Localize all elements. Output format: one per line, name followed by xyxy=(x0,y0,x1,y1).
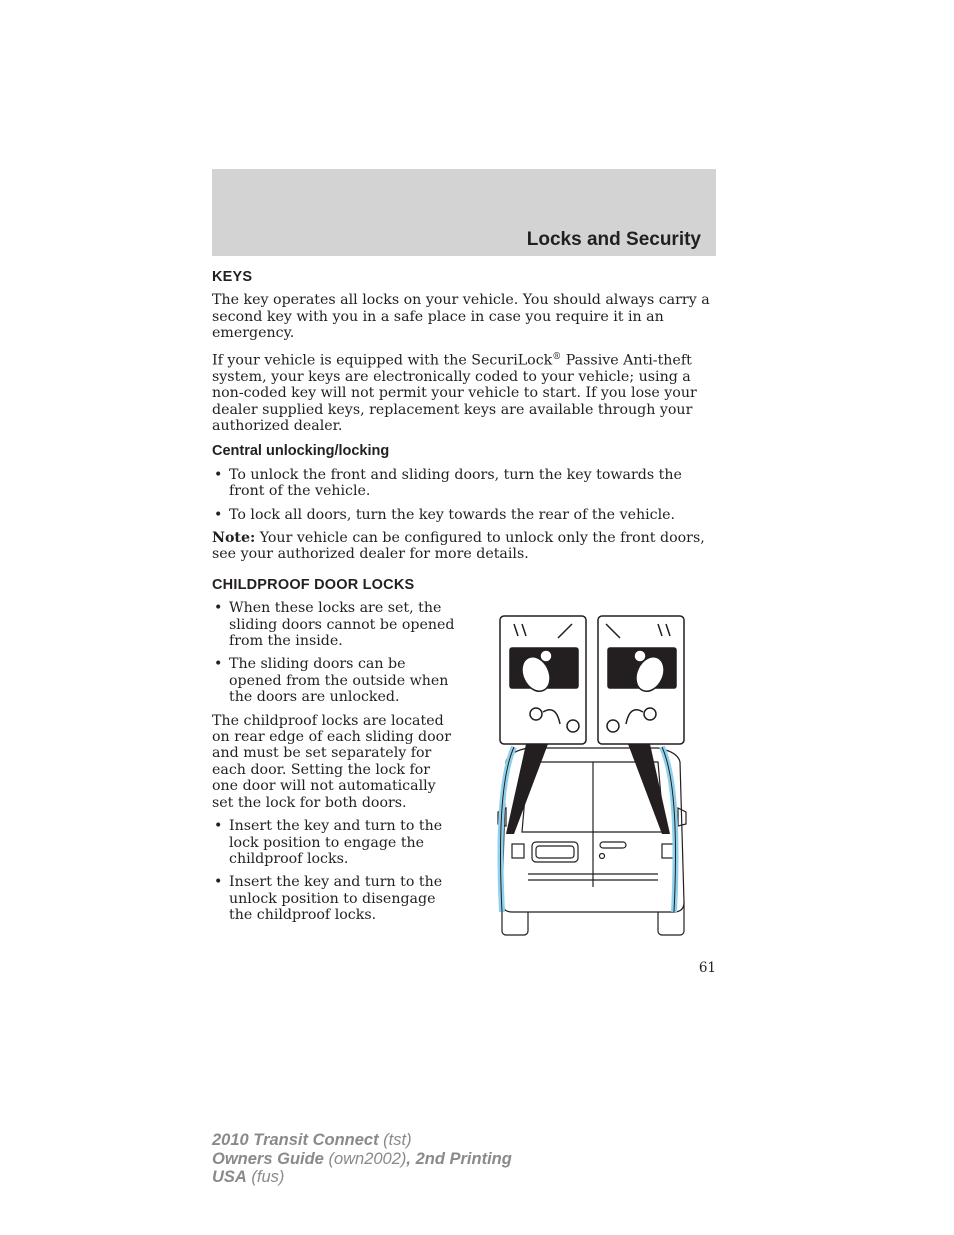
keys-paragraph-2-start: If your vehicle is equipped with the SecuriLock xyxy=(212,352,553,369)
central-locking-list xyxy=(212,467,716,523)
central-locking-note xyxy=(212,530,716,563)
list-item: • The sliding doors can be opened from the outside when the doors are unlocked. xyxy=(212,656,458,705)
footer-model: 2010 Transit Connect xyxy=(212,1131,379,1149)
footer-market: USA xyxy=(212,1168,247,1186)
document-footer xyxy=(212,1131,512,1187)
childproof-list-2 xyxy=(212,818,458,923)
section-header-band xyxy=(212,169,716,256)
list-item: • Insert the key and turn to the lock position to engage the childproof locks. xyxy=(212,818,458,867)
keys-paragraph-2 xyxy=(212,349,716,435)
section-title: Locks and Security xyxy=(526,229,701,250)
keys-paragraph-2-end: Passive Anti-theft system, your keys are electronically coded to your vehicle; using a non-coded key will not permit your vehicle to start. If you lose your dealer supplied keys, replacement keys are available through your authorized dealer. xyxy=(212,352,697,434)
footer-guide-code: (own2002) xyxy=(323,1149,407,1168)
childproof-paragraph: The childproof locks are located on rear edge of each sliding door and must be set separately for each door. Setting the lock for one door will not automatically set the lock for both doors. xyxy=(212,712,451,811)
note-text: Your vehicle can be configured to unlock only the front doors, see your authorized dealer for more details. xyxy=(212,530,705,563)
left-lock-callout xyxy=(500,616,586,744)
childproof-text-column xyxy=(212,600,458,923)
footer-line-3 xyxy=(212,1168,512,1187)
childproof-list-1 xyxy=(212,600,458,705)
footer-model-code: (tst) xyxy=(378,1131,412,1149)
keys-paragraph-1: The key operates all locks on your vehicle. You should always carry a second key with you in a safe place in case you require it in an emergency. xyxy=(212,292,710,342)
childproof-heading: CHILDPROOF DOOR LOCKS xyxy=(212,576,415,593)
footer-printing: , 2nd Printing xyxy=(406,1149,512,1168)
list-item: • Insert the key and turn to the unlock position to disengage the childproof locks. xyxy=(212,874,458,923)
list-item: • When these locks are set, the sliding doors cannot be opened from the inside. xyxy=(212,600,458,649)
footer-line-2 xyxy=(212,1150,512,1169)
keys-heading: KEYS xyxy=(212,269,253,285)
childproof-lock-illustration xyxy=(488,612,688,938)
central-locking-heading: Central unlocking/locking xyxy=(212,443,390,460)
page-number: 61 xyxy=(698,960,716,976)
right-lock-callout xyxy=(598,616,684,744)
footer-guide: Owners Guide xyxy=(212,1149,324,1168)
note-label: Note: xyxy=(212,530,256,547)
footer-line-1 xyxy=(212,1131,512,1150)
registered-mark: ® xyxy=(552,351,562,362)
list-item: • To lock all doors, turn the key towards the rear of the vehicle. xyxy=(212,507,716,523)
footer-market-code: (fus) xyxy=(246,1168,285,1186)
list-item: • To unlock the front and sliding doors, turn the key towards the front of the vehicle. xyxy=(212,467,716,500)
